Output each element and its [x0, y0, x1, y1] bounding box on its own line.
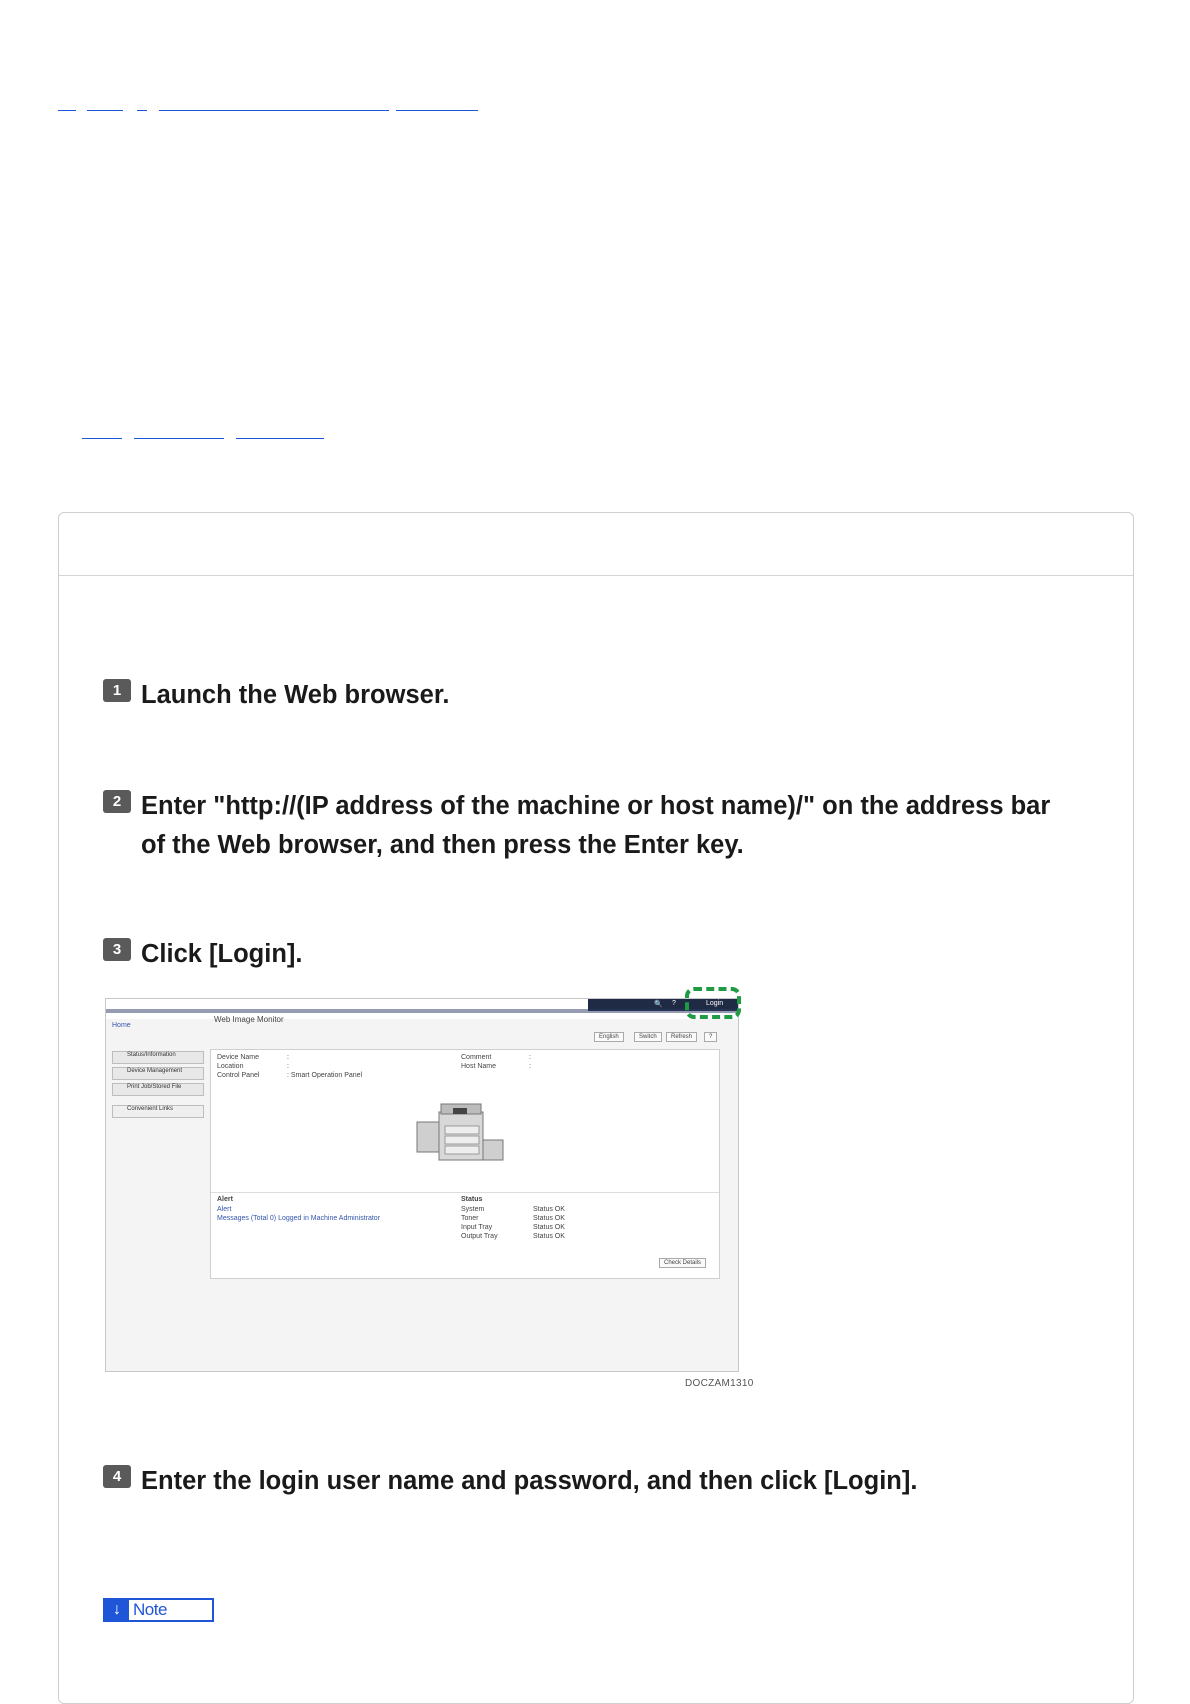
- sidebar-item-device-management[interactable]: Device Management: [112, 1067, 204, 1080]
- web-image-monitor-screenshot: [105, 998, 739, 1372]
- alert-heading: Alert: [217, 1196, 233, 1203]
- step-text: Launch the Web browser.: [141, 681, 450, 709]
- status-value: Status OK: [533, 1233, 565, 1240]
- device-field-label: Location: [217, 1063, 244, 1070]
- device-field-value: :: [529, 1054, 531, 1061]
- step-text: Click [Login].: [141, 940, 303, 968]
- sidebar-item-status[interactable]: Status/Information: [112, 1051, 204, 1064]
- status-label: Input Tray: [461, 1224, 493, 1231]
- login-button[interactable]: Login: [706, 1000, 724, 1007]
- refresh-button[interactable]: Refresh: [666, 1032, 697, 1042]
- device-field-label: Comment: [461, 1054, 492, 1061]
- status-label: Toner: [461, 1215, 479, 1222]
- device-field-label: Host Name: [461, 1063, 497, 1070]
- device-field-label: Device Name: [217, 1054, 260, 1061]
- breadcrumb-link-4[interactable]: [159, 110, 389, 111]
- step-4: [103, 1462, 1083, 1501]
- status-value: Status OK: [533, 1215, 565, 1222]
- step-text: Enter the login user name and password, and then click [Login].: [141, 1467, 918, 1495]
- related-link-2[interactable]: [134, 438, 224, 439]
- step-number: 2: [103, 790, 131, 813]
- status-label: Output Tray: [461, 1233, 498, 1240]
- help-button[interactable]: ?: [704, 1032, 717, 1042]
- breadcrumb-link-3[interactable]: [137, 110, 147, 111]
- device-field-value: :: [287, 1054, 289, 1061]
- breadcrumb-link-5[interactable]: [396, 110, 478, 111]
- device-info-box: [210, 1049, 720, 1279]
- home-link[interactable]: Home: [112, 1022, 131, 1029]
- panel-header: [59, 513, 1133, 576]
- help-icon[interactable]: ?: [672, 1000, 676, 1007]
- step-1: [103, 676, 1083, 715]
- status-value: Status OK: [533, 1206, 565, 1213]
- step-2: [103, 787, 1083, 865]
- printer-icon: [415, 1100, 511, 1172]
- related-link-1[interactable]: [82, 438, 122, 439]
- note-label: [103, 1598, 214, 1622]
- device-field-label: Control Panel: [217, 1072, 260, 1079]
- status-label: System: [461, 1206, 485, 1213]
- device-field-value: :: [287, 1063, 289, 1070]
- step-number: 4: [103, 1465, 131, 1488]
- figure-caption: DOCZAM1310: [685, 1378, 754, 1389]
- alert-item: Messages (Total 0) Logged in Machine Administrator: [217, 1215, 381, 1222]
- header-curve: [106, 1009, 738, 1013]
- switch-button[interactable]: Switch: [634, 1032, 662, 1042]
- alert-item: Alert: [217, 1206, 232, 1213]
- step-3: [103, 935, 1083, 974]
- status-heading: Status: [461, 1196, 483, 1203]
- search-icon[interactable]: 🔍: [654, 1001, 663, 1008]
- sidebar-item-convenient-links[interactable]: Convenient Links: [112, 1105, 204, 1118]
- related-link-3[interactable]: [236, 438, 324, 439]
- language-select[interactable]: English: [594, 1032, 624, 1042]
- app-title: Web Image Monitor: [214, 1015, 284, 1024]
- device-field-value: : Smart Operation Panel: [287, 1072, 363, 1079]
- step-number: 1: [103, 679, 131, 702]
- sidebar-item-print-job[interactable]: Print Job/Stored File: [112, 1083, 204, 1096]
- down-arrow-icon: ↓: [105, 1600, 129, 1620]
- login-highlight-box: [685, 987, 741, 1019]
- note-text: Note: [133, 1600, 167, 1619]
- check-details-button[interactable]: Check Details: [659, 1258, 706, 1268]
- status-value: Status OK: [533, 1224, 565, 1231]
- breadcrumb-link-1[interactable]: [58, 110, 76, 111]
- device-field-value: :: [529, 1063, 531, 1070]
- step-text: Enter "http://(IP address of the machine or host name)/" on the address bar of the Web browser, and then press the Enter key.: [141, 792, 1051, 859]
- step-number: 3: [103, 938, 131, 961]
- breadcrumb-link-2[interactable]: [87, 110, 123, 111]
